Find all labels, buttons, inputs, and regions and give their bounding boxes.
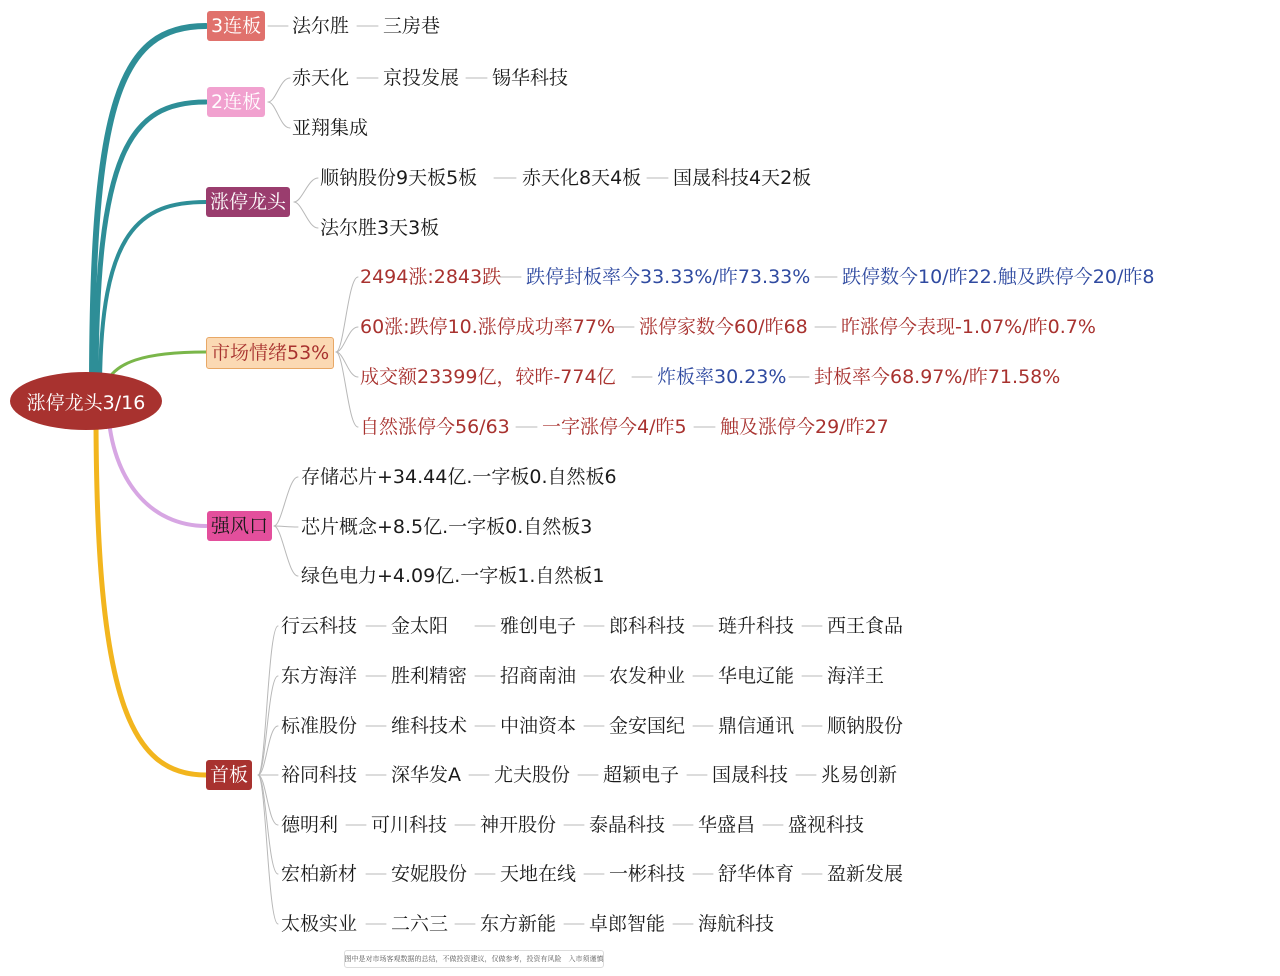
leaf-first-board: 金太阳 [391, 615, 449, 637]
leaf-first-board: 维科技术 [391, 715, 468, 737]
leaf-first-board: 海航科技 [698, 913, 775, 935]
child-line [268, 78, 290, 102]
leaf-first-board: 东方海洋 [281, 665, 358, 687]
leaf-first-board: 超颖电子 [603, 764, 680, 786]
leaf-first-board: 神开股份 [480, 814, 557, 836]
leaf-first-board: 中油资本 [500, 715, 577, 737]
leaf-leader: 法尔胜3天3板 [320, 217, 440, 239]
branch-line [100, 202, 206, 390]
leaf-first-board: 国晟科技 [712, 764, 789, 786]
leaf-2-consecutive: 亚翔集成 [292, 117, 369, 139]
leaf-sentiment: 成交额23399亿，较昨-774亿 [360, 366, 616, 388]
leaf-3-consecutive: 法尔胜 [292, 15, 350, 37]
leaf-first-board: 盈新发展 [827, 863, 904, 885]
leaf-first-board: 安妮股份 [391, 863, 468, 885]
leaf-sentiment: 一字涨停今4/昨5 [542, 416, 687, 438]
leaf-first-board: 胜利精密 [391, 665, 468, 687]
child-line [294, 202, 318, 228]
leaf-first-board: 东方新能 [480, 913, 557, 935]
topic-3-consecutive[interactable]: 3连板 [207, 11, 265, 41]
leaf-sentiment: 60涨:跌停10.涨停成功率77% [360, 316, 616, 338]
leaf-first-board: 尤夫股份 [494, 764, 571, 786]
leaf-first-board: 太极实业 [281, 913, 358, 935]
child-line [294, 178, 318, 202]
leaf-first-board: 金安国纪 [609, 715, 686, 737]
child-line [258, 775, 278, 924]
leaf-first-board: 一彬科技 [609, 863, 686, 885]
leaf-first-board: 郎科科技 [609, 615, 686, 637]
leaf-sentiment: 封板率今68.97%/昨71.58% [814, 366, 1061, 388]
child-line [274, 477, 298, 526]
leaf-first-board: 宏柏新材 [281, 863, 358, 885]
topic-limit-up-leaders[interactable]: 涨停龙头 [206, 187, 290, 217]
branch-line [108, 410, 206, 526]
leaf-first-board: 泰晶科技 [589, 814, 666, 836]
leaf-first-board: 招商南油 [500, 665, 577, 687]
leaf-first-board: 德明利 [281, 814, 339, 836]
leaf-first-board: 行云科技 [281, 615, 358, 637]
child-line [258, 626, 278, 775]
leaf-sentiment: 跌停数今10/昨22.触及跌停今20/昨8 [842, 266, 1155, 288]
leaf-first-board: 兆易创新 [821, 764, 898, 786]
leaf-leader: 顺钠股份9天板5板 [320, 167, 478, 189]
leaf-first-board: 海洋王 [827, 665, 885, 687]
leaf-3-consecutive: 三房巷 [383, 15, 441, 37]
child-line [336, 352, 358, 427]
leaf-first-board: 雅创电子 [500, 615, 577, 637]
leaf-first-board: 华盛昌 [698, 814, 756, 836]
leaf-sector: 存储芯片+34.44亿.一字板0.自然板6 [301, 466, 617, 488]
leaf-first-board: 琏升科技 [718, 615, 795, 637]
leaf-sentiment: 涨停家数今60/昨68 [639, 316, 808, 338]
leaf-first-board: 标准股份 [281, 715, 358, 737]
leaf-first-board: 二六三 [391, 913, 449, 935]
leaf-first-board: 鼎信通讯 [718, 715, 795, 737]
leaf-sector: 芯片概念+8.5亿.一字板0.自然板3 [301, 516, 593, 538]
leaf-sentiment: 2494涨:2843跌 [360, 266, 502, 288]
disclaimer-footer: 图中是对市场客观数据的总结，不做投资建议，仅做参考，投资有风险 入市须谨慎 [344, 950, 604, 968]
topic-market-sentiment[interactable]: 市场情绪53% [206, 337, 334, 369]
leaf-first-board: 舒华体育 [718, 863, 795, 885]
leaf-2-consecutive: 锡华科技 [492, 67, 569, 89]
root-topic[interactable]: 涨停龙头3/16 [10, 372, 162, 430]
leaf-first-board: 盛视科技 [788, 814, 865, 836]
leaf-2-consecutive: 京投发展 [383, 67, 460, 89]
child-line [274, 526, 298, 576]
leaf-first-board: 顺钠股份 [827, 715, 904, 737]
leaf-first-board: 华电辽能 [718, 665, 795, 687]
leaf-first-board: 卓郎智能 [589, 913, 666, 935]
child-line [274, 526, 298, 527]
topic-2-consecutive[interactable]: 2连板 [207, 87, 265, 117]
leaf-first-board: 农发种业 [609, 665, 686, 687]
leaf-leader: 国晟科技4天2板 [673, 167, 812, 189]
child-line [336, 277, 358, 352]
leaf-2-consecutive: 赤天化 [292, 67, 350, 89]
leaf-first-board: 天地在线 [500, 863, 577, 885]
leaf-first-board: 裕同科技 [281, 764, 358, 786]
topic-first-board[interactable]: 首板 [206, 760, 252, 790]
child-line [268, 102, 290, 128]
topic-hot-sectors[interactable]: 强风口 [207, 511, 272, 541]
leaf-sentiment: 跌停封板率今33.33%/昨73.33% [526, 266, 811, 288]
leaf-sentiment: 触及涨停今29/昨27 [720, 416, 889, 438]
branch-line [96, 412, 206, 775]
leaf-first-board: 西王食品 [827, 615, 904, 637]
leaf-sector: 绿色电力+4.09亿.一字板1.自然板1 [301, 565, 605, 587]
branch-line [96, 102, 206, 390]
leaf-first-board: 深华发A [391, 764, 461, 786]
leaf-sentiment: 自然涨停今56/63 [360, 416, 510, 438]
leaf-first-board: 可川科技 [371, 814, 448, 836]
leaf-sentiment: 昨涨停今表现-1.07%/昨0.7% [841, 316, 1096, 338]
leaf-sentiment: 炸板率30.23% [657, 366, 787, 388]
leaf-leader: 赤天化8天4板 [522, 167, 642, 189]
